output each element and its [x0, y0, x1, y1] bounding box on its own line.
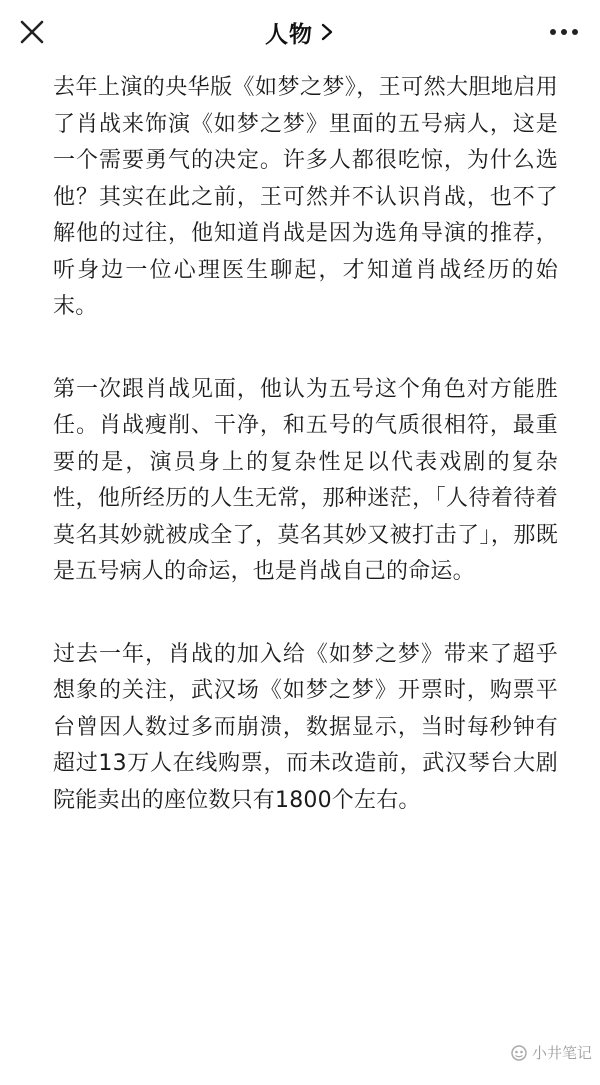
chevron-right-icon — [319, 22, 335, 42]
page-title-link[interactable] — [265, 16, 335, 49]
watermark-text: 小井笔记 — [531, 1044, 592, 1062]
title-wrap — [0, 0, 600, 64]
article-paragraph-1: 去年上演的央华版《如梦之梦》，王可然大胆地启用了肖战来饰演《如梦之梦》里面的五号病人，这是一个需要勇气的决定。许多人都很吃惊，为什么选他？其实在此之前，王可然并不认识肖战，也不了解他的过往，他知道肖战是因为选角导演的推荐，听身边一位心理医生聊起，才知道肖战经历的始末。 — [53, 75, 558, 319]
watermark-logo-icon — [510, 1044, 528, 1062]
watermark — [510, 1042, 592, 1063]
more-options-button[interactable] — [546, 18, 582, 46]
article-paragraph-2: 第一次跟肖战见面，他认为五号这个角色对方能胜任。肖战瘦削、干净，和五号的气质很相符，最重要的是，演员身上的复杂性足以代表戏剧的复杂性，他所经历的人生无常，那种迷茫，「人待着待着莫名其妙就被成全了，莫名其妙又被打击了」，那既是五号病人的命运，也是肖战自己的命运。 — [53, 376, 558, 584]
page-title: 人物 — [265, 21, 313, 48]
article-body — [53, 70, 558, 865]
more-horizontal-icon — [546, 18, 582, 46]
top-bar — [0, 0, 600, 64]
article-paragraph-3: 过去一年，肖战的加入给《如梦之梦》带来了超乎想象的关注，武汉场《如梦之梦》开票时，购票平台曾因人数过多而崩溃，数据显示，当时每秒钟有超过13万人在线购票，而未改造前，武汉琴台大剧院能卖出的座位数只有1800个左右。 — [53, 641, 558, 813]
